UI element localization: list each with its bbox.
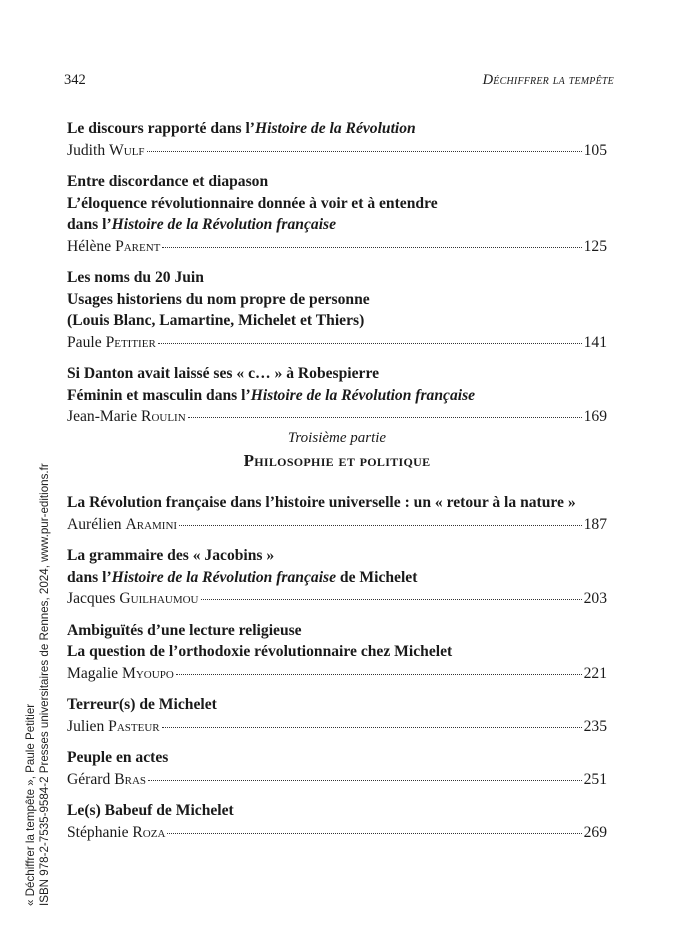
toc-entry: [67, 545, 607, 610]
title-text: (Louis Blanc, Lamartine, Michelet et Thiers): [67, 312, 365, 329]
title-text: La question de l’orthodoxie révolutionnaire chez Michelet: [67, 643, 453, 660]
author-last-name: Roulin: [141, 408, 186, 425]
page-number: 342: [64, 72, 86, 88]
toc-entry: [67, 363, 607, 428]
author-line: [67, 406, 607, 428]
author-line: [67, 822, 607, 844]
entry-title-line: [67, 641, 607, 663]
copyright-side-note: [24, 463, 52, 906]
author-name: [67, 406, 186, 428]
toc-entry: [67, 747, 607, 790]
title-text: Entre discordance et diapason: [67, 173, 269, 190]
dot-leader: [179, 525, 582, 526]
title-text: Le(s) Babeuf de Michelet: [67, 802, 234, 819]
italic-work-title: Histoire de la Révolution française: [111, 216, 337, 233]
title-text: La Révolution française dans l’histoire universelle : un « retour à la nature »: [67, 494, 576, 511]
page-ref: 169: [583, 408, 607, 425]
author-name: [67, 769, 146, 791]
italic-work-title: Histoire de la Révolution française: [111, 568, 337, 586]
author-last-name: Wulf: [109, 141, 145, 159]
author-last-name: Guilhaumou: [119, 590, 199, 607]
title-text: Ambiguïtés d’une lecture religieuse: [67, 621, 302, 639]
dot-leader: [162, 247, 581, 248]
toc-section-b: [67, 492, 607, 843]
author-last-name: Pasteur: [108, 717, 160, 735]
part-title: Philosophie et politique: [243, 450, 431, 470]
title-text: de Michelet: [336, 568, 418, 586]
side-note-line-2: ISBN 978-2-7535-9584-2 Presses universitaires de Rennes, 2024, www.pur-editions.fr: [38, 463, 51, 906]
author-line: [67, 716, 607, 738]
author-last-name: Aramini: [125, 515, 178, 533]
title-text: Féminin et masculin dans l’: [67, 386, 251, 404]
entry-title-line: [67, 363, 607, 385]
author-line: [67, 332, 607, 354]
author-first-name: Judith: [67, 141, 106, 159]
author-last-name: Roza: [132, 823, 166, 841]
page-ref: 221: [583, 664, 607, 682]
dot-leader: [201, 599, 582, 600]
author-first-name: Jacques: [67, 590, 116, 607]
author-first-name: Stéphanie: [67, 823, 129, 841]
author-first-name: Julien: [67, 717, 105, 735]
side-note-line-1: « Déchiffrer la tempête », Paule Petitier: [24, 703, 37, 906]
entry-title-line: [67, 289, 607, 311]
author-first-name: Aurélien: [67, 515, 122, 533]
author-name: [67, 716, 160, 738]
author-first-name: Hélène: [67, 237, 112, 255]
entry-title-line: [67, 171, 607, 193]
page-ref: 251: [583, 770, 607, 788]
toc-entry: [67, 620, 607, 685]
page-ref: 125: [583, 237, 607, 255]
author-last-name: Myoupo: [122, 664, 174, 682]
running-head: [64, 72, 614, 92]
author-line: [67, 769, 607, 791]
author-line: [67, 663, 607, 685]
entry-title-line: [67, 620, 607, 642]
title-text: dans l’: [67, 568, 112, 586]
toc-entry: [67, 694, 607, 737]
author-line: [67, 140, 607, 162]
toc-entry: [67, 267, 607, 353]
part-header: [67, 428, 607, 471]
toc-entry: [67, 800, 607, 843]
page-ref: 187: [583, 515, 607, 533]
author-first-name: Jean-Marie: [67, 408, 138, 425]
dot-leader: [176, 674, 582, 675]
entry-title-line: [67, 310, 607, 332]
entry-title-line: [67, 694, 607, 716]
author-name: [67, 514, 177, 536]
toc-entries: [67, 492, 607, 843]
dot-leader: [188, 417, 582, 418]
author-last-name: Petitier: [105, 333, 156, 351]
toc-entries: [67, 118, 607, 428]
author-line: [67, 236, 607, 258]
dot-leader: [158, 343, 582, 344]
toc-entry: [67, 118, 607, 161]
author-name: [67, 140, 145, 162]
italic-work-title: Histoire de la Révolution: [255, 120, 416, 137]
italic-work-title: Histoire de la Révolution française: [250, 386, 476, 404]
title-text: Terreur(s) de Michelet: [67, 696, 217, 713]
entry-title-line: [67, 545, 607, 567]
author-first-name: Gérard: [67, 770, 111, 788]
page-ref: 269: [583, 823, 607, 841]
running-title: Déchiffrer la tempête: [482, 72, 614, 88]
entry-title-line: [67, 747, 607, 769]
author-line: [67, 514, 607, 536]
title-text: Si Danton avait laissé ses « c… » à Robespierre: [67, 365, 380, 382]
toc-section-a: [67, 118, 607, 428]
title-text: Le discours rapporté dans l’: [67, 120, 256, 137]
entry-title-line: [67, 118, 607, 140]
title-text: Les noms du 20 Juin: [67, 269, 204, 286]
toc-entry: [67, 171, 607, 257]
entry-title-line: [67, 267, 607, 289]
author-name: [67, 236, 160, 258]
dot-leader: [147, 151, 582, 152]
entry-title-line: [67, 800, 607, 822]
author-name: [67, 588, 199, 610]
page-ref: 105: [583, 141, 607, 159]
author-name: [67, 332, 156, 354]
title-text: La grammaire des « Jacobins »: [67, 547, 275, 564]
dot-leader: [162, 727, 582, 728]
dot-leader: [148, 780, 582, 781]
author-first-name: Magalie: [67, 664, 119, 682]
entry-title-line: [67, 492, 607, 514]
author-last-name: Parent: [115, 237, 161, 255]
author-line: [67, 588, 607, 610]
entry-title-line: [67, 385, 607, 407]
title-text: Usages historiens du nom propre de personne: [67, 290, 370, 308]
author-last-name: Bras: [114, 770, 147, 788]
author-first-name: Paule: [67, 333, 102, 351]
title-text: dans l’: [67, 216, 112, 233]
page-ref: 235: [583, 717, 607, 735]
part-label: Troisième partie: [287, 430, 387, 446]
entry-title-line: [67, 567, 607, 589]
toc-entry: [67, 492, 607, 535]
author-name: [67, 822, 165, 844]
page-ref: 203: [583, 590, 607, 607]
title-text: Peuple en actes: [67, 749, 169, 766]
entry-title-line: [67, 193, 607, 215]
author-name: [67, 663, 174, 685]
dot-leader: [167, 833, 581, 834]
entry-title-line: [67, 214, 607, 236]
page-ref: 141: [583, 333, 607, 351]
title-text: L’éloquence révolutionnaire donnée à voir et à entendre: [67, 194, 438, 212]
